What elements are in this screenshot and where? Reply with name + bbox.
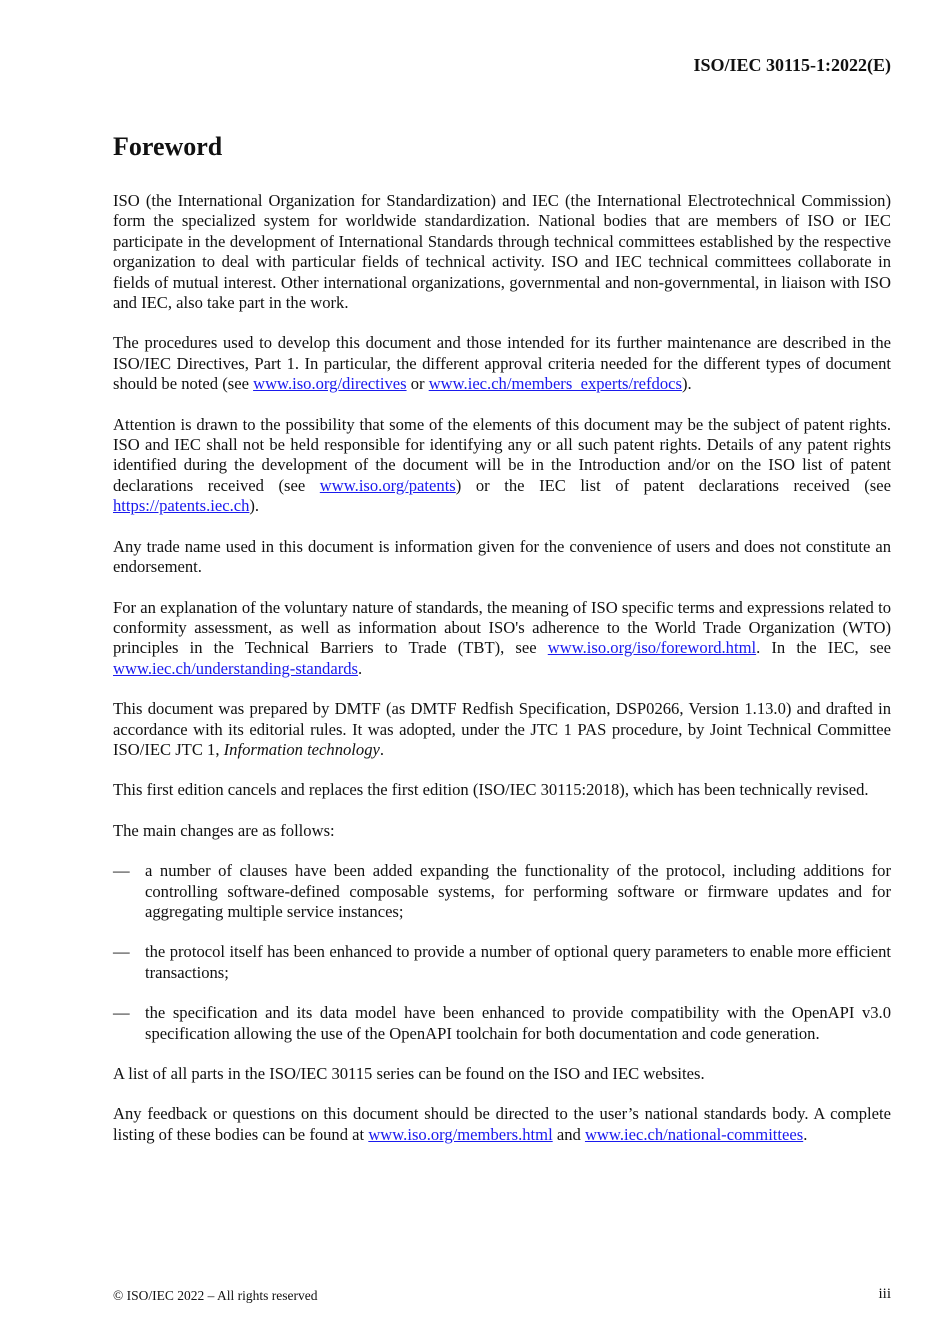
text: ) or the IEC list of patent declarations received (see [455, 475, 891, 495]
dash-bullet: — [113, 942, 130, 962]
text: . [803, 1124, 808, 1144]
link-iso-directives[interactable]: www.iso.org/directives [253, 374, 407, 394]
paragraph-trade-name: Any trade name used in this document is information given for the convenience of users and does not constitute an endorsement. [113, 536, 891, 577]
foreword-body [113, 191, 891, 1165]
link-iso-members[interactable]: www.iso.org/members.html [368, 1124, 553, 1144]
list-item-text: the protocol itself has been enhanced to provide a number of optional query parameters to enable more efficient transactions; [145, 942, 891, 982]
paragraph-voluntary-nature [113, 598, 891, 680]
text: or [406, 374, 429, 394]
list-item-text: the specification and its data model have been enhanced to provide compatibility with the OpenAPI v3.0 specification allowing the use of the OpenAPI toolchain for both documentation and code generation. [145, 1003, 891, 1043]
text: The procedures used to develop this document and those intended for its further maintenance are described in the ISO/IEC Directives, Part 1. In particular, the different approval criteria needed for the different types of document should be noted (see [113, 333, 891, 394]
text: . [358, 658, 363, 678]
page-title: Foreword [113, 132, 223, 161]
list-item [113, 942, 891, 983]
link-iso-patents[interactable]: www.iso.org/patents [319, 475, 456, 495]
document-id-header: ISO/IEC 30115-1:2022(E) [693, 55, 891, 75]
paragraph-main-changes: The main changes are as follows: [113, 820, 335, 840]
text: Any feedback or questions on this document should be directed to the user’s national standards body. A complete listing of these bodies can be found at [113, 1104, 891, 1144]
paragraph-series-parts: A list of all parts in the ISO/IEC 30115 series can be found on the ISO and IEC websites. [113, 1064, 705, 1083]
paragraph-feedback [113, 1104, 891, 1145]
paragraph-prepared-by [113, 699, 891, 760]
link-iec-understanding-standards[interactable]: www.iec.ch/understanding-standards [113, 658, 358, 678]
text: This document was prepared by DMTF (as DMTF Redfish Specification, DSP0266, Version 1.13.0) and drafted in accordance with its editorial rules. It was adopted, under the JTC 1 PAS procedure, by Joint Technical Committee ISO/IEC JTC 1, [113, 699, 891, 759]
paragraph-iso-iec: ISO (the International Organization for Standardization) and IEC (the International Electrotechnical Commission) form the specialized system for worldwide standardization. National bodies that are members of ISO or IEC participate in the development of International Standards through technical committees established by the respective organization to deal with particular fields of technical activity. ISO and IEC technical committees collaborate in fields of mutual interest. Other international organizations, governmental and non-governmental, in liaison with ISO and IEC, also take part in the work. [113, 191, 891, 313]
text: ). [681, 374, 692, 394]
list-item [113, 861, 891, 922]
text: . [379, 739, 385, 759]
list-item [113, 1003, 891, 1044]
footer-copyright: © ISO/IEC 2022 – All rights reserved [113, 1288, 318, 1303]
paragraph-patents [113, 415, 891, 517]
paragraph-procedures [113, 333, 891, 394]
list-item-text: a number of clauses have been added expanding the functionality of the protocol, including additions for controlling software-defined composable systems, for performing software or firmware updates and for aggregating multiple service instances; [145, 861, 891, 921]
link-iec-refdocs[interactable]: www.iec.ch/members_experts/refdocs [428, 374, 682, 394]
text: ). [249, 496, 260, 516]
page-number: iii [878, 1286, 891, 1302]
dash-bullet: — [113, 1003, 130, 1023]
paragraph-edition: This first edition cancels and replaces the first edition (ISO/IEC 30115:2018), which has been technically revised. [113, 780, 869, 800]
dash-bullet: — [113, 861, 130, 881]
italic-text: Information technology [223, 739, 380, 759]
link-iso-foreword[interactable]: www.iso.org/iso/foreword.html [547, 638, 757, 658]
text: and [552, 1124, 585, 1144]
link-iec-patents[interactable]: https://patents.iec.ch [113, 496, 250, 516]
text: For an explanation of the voluntary nature of standards, the meaning of ISO specific terms and expressions related to conformity assessment, as well as information about ISO's adherence to the World Trade Organization (WTO) principles in the Technical Barriers to Trade (TBT), see [113, 597, 891, 658]
text: Attention is drawn to the possibility that some of the elements of this document may be the subject of patent rights. ISO and IEC shall not be held responsible for identifying any or all such patent rights. Details of any patent rights identified during the development of the document will be in the Introduction and/or on the ISO list of patent declarations received (see [113, 414, 891, 495]
text: . In the IEC, see [756, 638, 891, 658]
link-iec-national-committees[interactable]: www.iec.ch/national-committees [584, 1124, 804, 1144]
